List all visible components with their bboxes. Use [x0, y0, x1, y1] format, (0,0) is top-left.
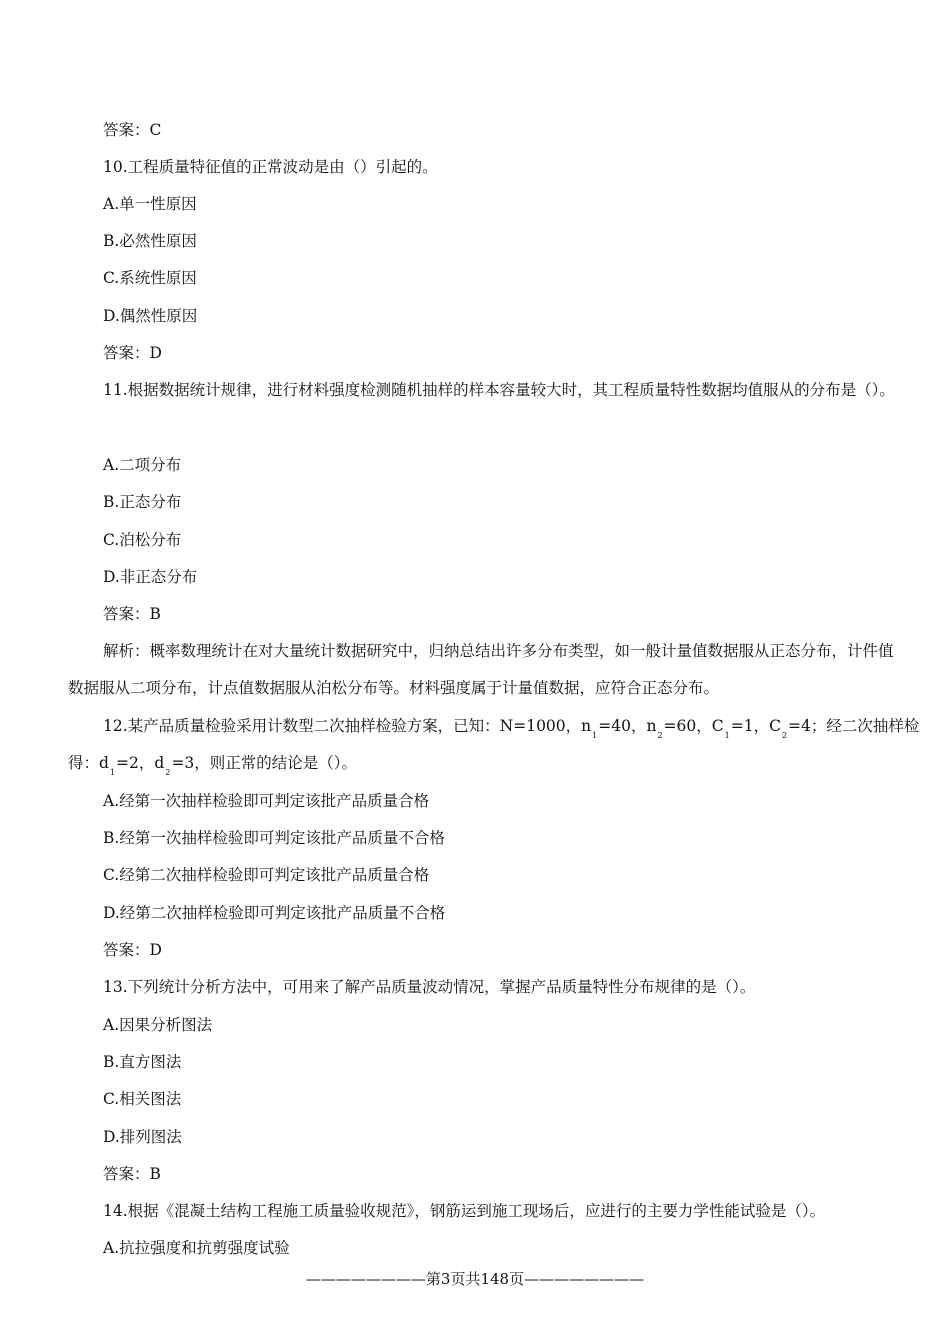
q14-option-a: A.抗拉强度和抗剪强度试验 — [103, 1239, 290, 1257]
q13-question: 13.下列统计分析方法中，可用来了解产品质量波动情况，掌握产品质量特性分布规律的是（）。 — [103, 978, 756, 996]
q13-option-d: D.排列图法 — [103, 1128, 182, 1146]
q9-answer: 答案：C — [103, 121, 162, 139]
q13-answer: 答案：B — [103, 1165, 161, 1183]
q10-option-b: B.必然性原因 — [103, 232, 197, 250]
q11-option-b: B.正态分布 — [103, 493, 182, 511]
q12-question-line1: 12.某产品质量检验采用计数型二次抽样检验方案，已知：N=1000，$n_1=40$，$n_2=60$，$C_1=1$，$C_2=4$；经二次抽样检 — [103, 717, 920, 740]
q11-option-c: C.泊松分布 — [103, 531, 182, 549]
q13-option-a: A.因果分析图法 — [103, 1016, 213, 1034]
q12-option-c: C.经第二次抽样检验即可判定该批产品质量合格 — [103, 866, 430, 884]
q10-question: 10.工程质量特征值的正常波动是由（）引起的。 — [103, 158, 438, 176]
page-footer: ————————第3页共148页———————— — [305, 1270, 645, 1288]
q12-question-line2: 得：$d_1=2$，$d_2=3$，则正常的结论是（）。 — [68, 754, 358, 777]
q11-question: 11.根据数据统计规律，进行材料强度检测随机抽样的样本容量较大时，其工程质量特性数据均值服从的分布是（）。 — [103, 381, 895, 399]
q11-option-d: D.非正态分布 — [103, 568, 198, 586]
q10-option-c: C.系统性原因 — [103, 269, 197, 287]
q12-answer: 答案：D — [103, 941, 162, 959]
q11-option-a: A.二项分布 — [103, 456, 182, 474]
q12-option-a: A.经第一次抽样检验即可判定该批产品质量合格 — [103, 792, 430, 810]
q11-analysis: 解析：概率数理统计在对大量统计数据研究中，归纳总结出许多分布类型，如一般计量值数据服从正态分布，计件值数据服从二项分布，计点值数据服从泊松分布等。材料强度属于计量值数据，应符合正态分布。 — [68, 642, 894, 697]
q12-option-d: D.经第二次抽样检验即可判定该批产品质量不合格 — [103, 904, 446, 922]
q13-option-c: C.相关图法 — [103, 1090, 182, 1108]
q14-question: 14.根据《混凝土结构工程施工质量验收规范》，钢筋运到施工现场后，应进行的主要力学性能试验是（）。 — [103, 1202, 826, 1220]
q13-option-b: B.直方图法 — [103, 1053, 182, 1071]
q10-option-d: D.偶然性原因 — [103, 307, 198, 325]
q11-answer: 答案：B — [103, 605, 161, 623]
q10-answer: 答案：D — [103, 344, 162, 362]
q12-option-b: B.经第一次抽样检验即可判定该批产品质量不合格 — [103, 829, 445, 847]
q10-option-a: A.单一性原因 — [103, 195, 197, 213]
